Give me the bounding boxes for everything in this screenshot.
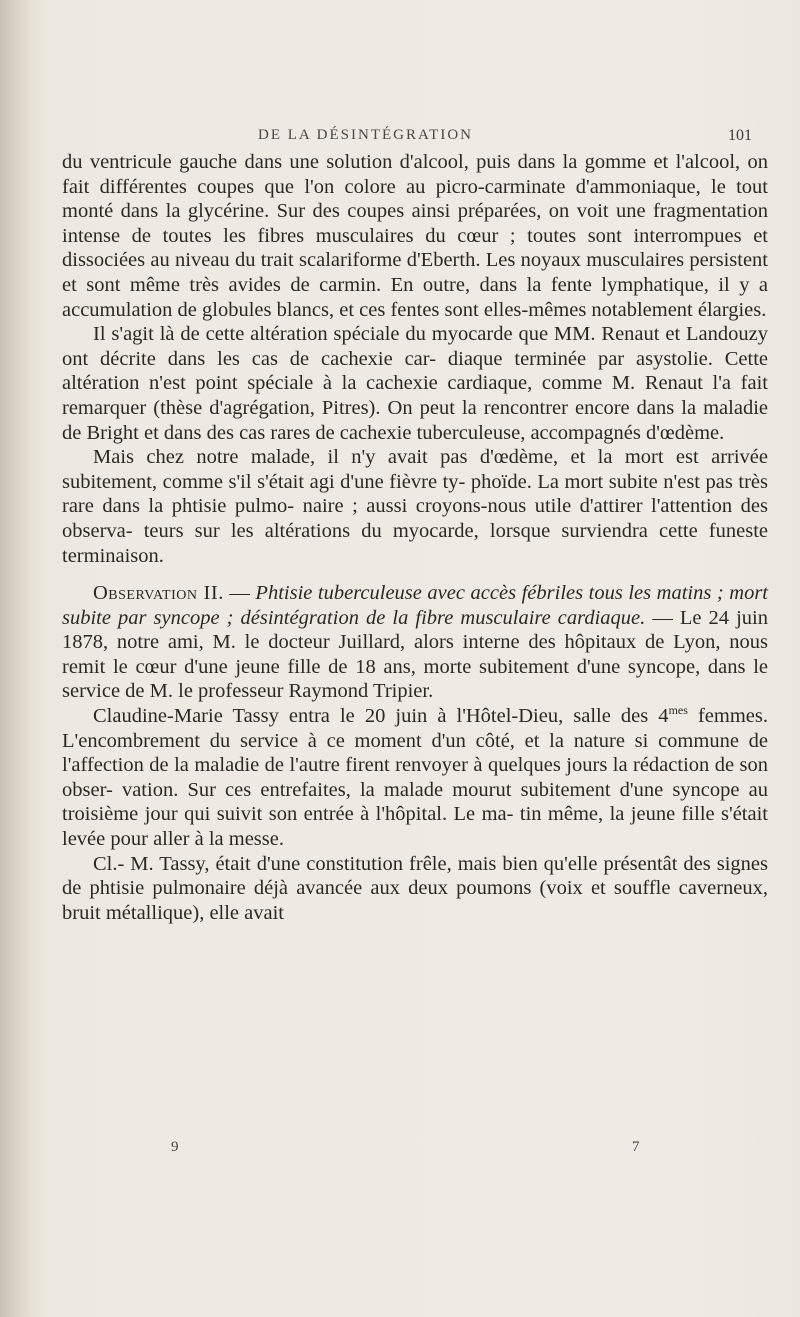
running-title: DE LA DÉSINTÉGRATION — [258, 127, 473, 143]
page-number: 101 — [728, 127, 752, 144]
observation-paragraph — [62, 581, 768, 704]
signature-mark-right: 7 — [632, 1139, 640, 1155]
signature-mark-left: 9 — [171, 1139, 179, 1155]
paragraph-1: du ventricule gauche dans une solution d'alcool, puis dans la gomme et l'alcool, on fait différentes coupes que l'on colore au picro-carminate d'ammoniaque, le tout monté dans la glycérine. Sur des coupes ainsi préparées, on voit une fragmentation intense de toutes les fibres musculaires du cœur ; toutes sont interrompues et dissociées au niveau du trait scalariforme d'Eberth. Les noyaux musculaires persistent et sont même très avides de carmin. En outre, dans la fente lymphatique, il y a accumulation de globules blancs, et ces fentes sont elles-mêmes notablement élargies. — [62, 151, 768, 321]
paragraph-3: Mais chez notre malade, il n'y avait pas d'œdème, et la mort est arrivée subitement, comme s'il s'était agi d'une fièvre ty- phoïde. La mort subite n'est pas très rare dans la phtisie pulmo- naire ; aussi croyons-nous utile d'attirer l'attention des observa- teurs sur les altérations du myocarde, lorsque surviendra cette funeste terminaison. — [62, 446, 768, 567]
observation-text: — Le 24 juin 1878, notre ami, M. le docteur Juillard, alors interne des hôpitaux de Lyon, nous remit le cœur d'une jeune fille de 18 ans, morte subitement d'une syncope, dans le service de M. le professeur Raymond Tripier. — [62, 606, 769, 703]
paragraph-2: Il s'agit là de cette altération spéciale du myocarde que MM. Renaut et Landouzy ont décrite dans les cas de cachexie car- diaque terminée par asystolie. Cette altération n'est point spéciale à la cachexie cardiaque, comme M. Renaut l'a fait remarquer (thèse d'agrégation, Pitres). On peut la rencontrer encore dans la maladie de Bright et dans des cas rares de cachexie tuberculeuse, accompagnés d'œdème. — [62, 323, 768, 444]
page-header — [0, 127, 800, 151]
claudine-before: Claudine-Marie Tassy entra le 20 juin à l'Hôtel-Dieu, salle des 4 — [93, 705, 669, 728]
page-binding-shadow — [0, 0, 32, 1317]
claudine-paragraph — [62, 704, 768, 852]
observation-dash: — — [223, 582, 256, 605]
observation-label: Observation II. — [93, 582, 224, 605]
claudine-superscript: mes — [668, 703, 688, 718]
signature-marks — [0, 1139, 800, 1161]
body-text — [62, 150, 768, 925]
claudine-after: femmes. L'encombrement du service à ce moment d'un côté, et la nature si commune de l'affection de la maladie de l'autre firent renvoyer à quelques jours la rédaction de son obser- vation. Sur ces entrefaites, la malade mourut subitement d'une syncope au troisième jour qui suivit son entrée à l'hôpital. Le ma- tin même, la jeune fille s'était levée pour aller à la messe. — [62, 705, 768, 851]
last-paragraph: Cl.- M. Tassy, était d'une constitution frêle, mais bien qu'elle présentât des signes de phtisie pulmonaire déjà avancée aux deux poumons (voix et souffle caverneux, bruit métallique), elle avait — [62, 852, 768, 924]
observation-title: Phtisie tuberculeuse avec accès fébriles tous les matins ; mort subite par syncope ; désintégration de la fibre musculaire cardiaque. — [62, 582, 768, 629]
